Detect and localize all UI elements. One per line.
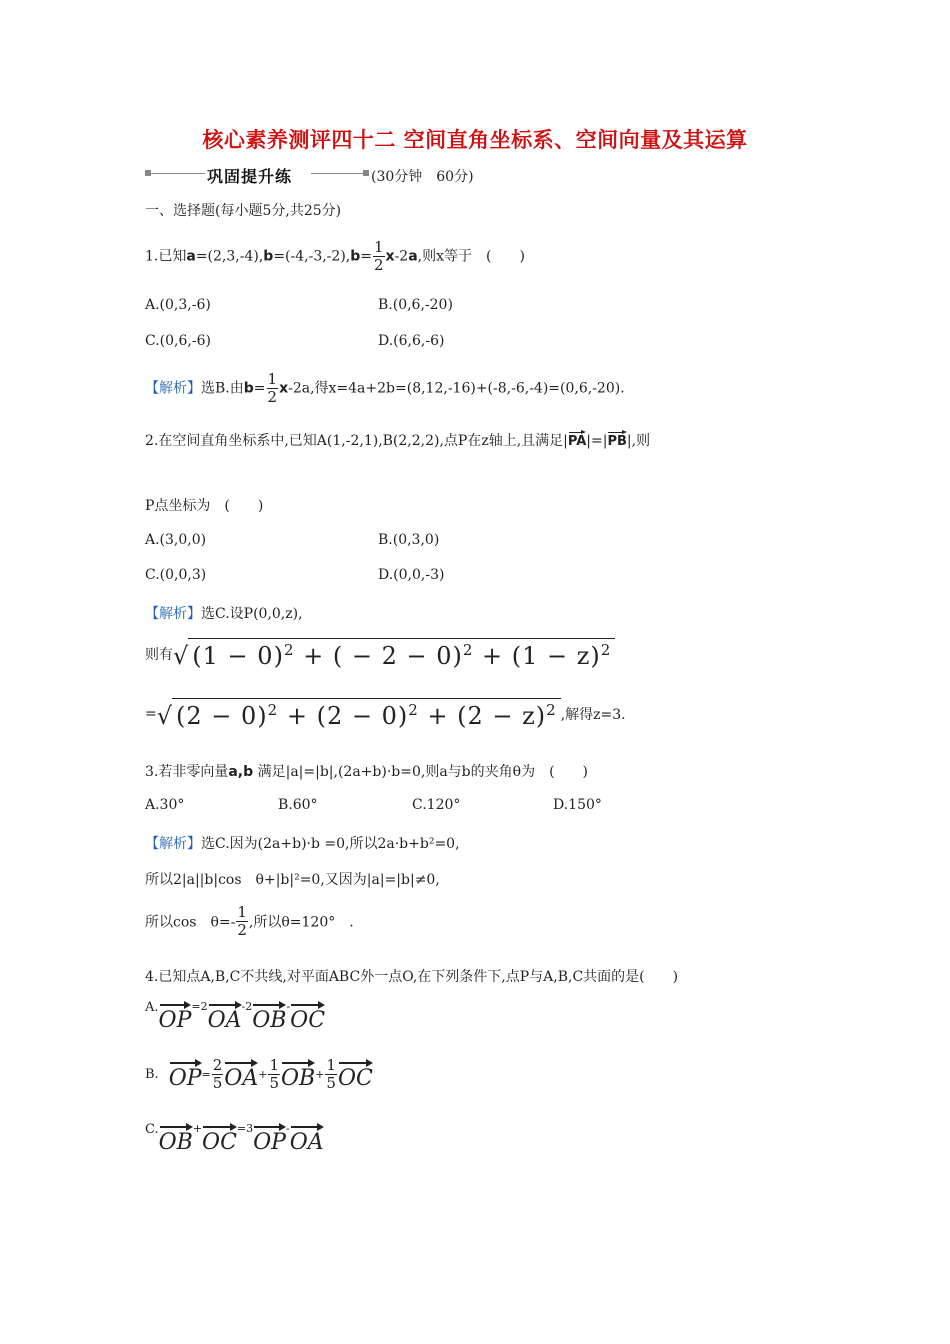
q3-sol-line1: 选C.因为(2a+b)·b =0,所以2a·b+b²=0, [201, 836, 460, 852]
q2-term-6: + (2 − z) [418, 702, 547, 730]
q4-c-eq: = [236, 1122, 247, 1135]
banner-dot-right [363, 170, 369, 176]
q4-b-vec-ob: OB [281, 1058, 315, 1091]
q3-pre: 3.若非零向量 [145, 764, 229, 780]
q4-c-coef: 3 [246, 1122, 254, 1135]
q4-b-label: B. [145, 1067, 159, 1082]
q4-a-vec-oc: OC [290, 1000, 325, 1033]
q1-vec-a: a [186, 248, 196, 265]
q1-frac-num: 1 [374, 238, 384, 256]
q3-solution-1 [145, 833, 460, 853]
q3-sol3-pre: 所以cos θ=- [145, 914, 236, 931]
q1-prefix: 1.已知 [145, 248, 187, 265]
q4-c-vec-op: OP [253, 1122, 286, 1155]
q2-equation-1 [145, 638, 615, 670]
q1-option-b[interactable]: B.(0,6,-20) [378, 297, 453, 313]
q2-tail: |,则 [626, 433, 651, 449]
q1-option-a[interactable]: A.(0,3,-6) [145, 297, 211, 313]
q4-b-frac2 [268, 1058, 280, 1091]
q1-b-value: =(-4,-3,-2), [273, 248, 351, 265]
q1-option-c[interactable]: C.(0,6,-6) [145, 333, 211, 349]
q4-b-vec-oa: OA [224, 1058, 258, 1091]
q2-option-b[interactable]: B.(0,3,0) [378, 532, 440, 548]
q2-option-d[interactable]: D.(0,0,-3) [378, 567, 445, 583]
q2-sq-2: 2 [462, 641, 474, 659]
q2-equation-2 [145, 698, 626, 730]
q1-a-value: =(2,3,-4), [195, 248, 264, 265]
q1-vec-b2: b [350, 248, 361, 265]
q2-vec-pb: PB [607, 430, 626, 449]
q1-sol-vec-b: b [243, 380, 254, 397]
q2-sq-1: 2 [283, 641, 295, 659]
q2-solution [145, 603, 303, 623]
q3-fraction [236, 905, 248, 938]
q1-frac-den: 2 [374, 256, 384, 274]
q3-sol3-post: ,所以θ=120° . [248, 914, 354, 931]
q4-c-vec-ob: OB [159, 1122, 193, 1155]
q4-b-frac3-num: 1 [326, 1056, 336, 1074]
q4-b-frac1-num: 2 [212, 1056, 223, 1074]
q4-a-vec-ob: OB [252, 1000, 286, 1033]
q3-vec-ab: a,b [228, 764, 254, 780]
q4-b-frac2-den: 5 [269, 1074, 279, 1092]
section-heading: 一、选择题(每小题5分,共25分) [145, 203, 342, 219]
q2-vec-pa: PA [568, 430, 586, 449]
question-4: 4.已知点A,B,C不共线,对平面ABC外一点O,在下列条件下,点P与A,B,C共面的是( ) [145, 969, 679, 985]
q4-b-frac2-num: 1 [269, 1056, 279, 1074]
q4-a-label: A. [145, 1000, 159, 1015]
q4-b-vec-op: OP [169, 1058, 202, 1091]
q1-option-d[interactable]: D.(6,6,-6) [378, 333, 445, 349]
q1-vec-a2: a [408, 248, 418, 265]
q1-eq: = [360, 248, 372, 265]
q2-term-1: (1 − 0) [192, 642, 284, 670]
q4-a-minus2: - [286, 1000, 291, 1013]
q3-option-c[interactable]: C.120° [412, 797, 461, 813]
q3-solution-2: 所以2|a||b|cos θ+|b|²=0,又因为|a|=|b|≠0, [145, 872, 440, 888]
q4-b-plus2: + [315, 1068, 325, 1081]
q1-solution-tag: 【解析】 [145, 380, 201, 397]
q4-a-minus1: - [241, 1000, 246, 1013]
q1-sol-frac-den: 2 [267, 388, 278, 406]
q4-a-vec-op: OP [159, 1000, 192, 1033]
q1-minus2: -2 [394, 248, 409, 265]
q4-c-label: C. [145, 1122, 159, 1137]
q2-term-2: + ( − 2 − 0) [294, 642, 463, 670]
question-3 [145, 761, 588, 781]
q2-solution-tag: 【解析】 [145, 606, 201, 622]
sqrt-icon: √ [173, 642, 189, 670]
q4-option-b[interactable] [145, 1058, 373, 1091]
q3-solution-tag: 【解析】 [145, 836, 201, 852]
banner-label: 巩固提升练 [207, 167, 293, 186]
q2-text: 2.在空间直角坐标系中,已知A(1,-2,1),B(2,2,2),点P在z轴上,且满足| [145, 433, 568, 449]
q2-sqrt-2 [157, 698, 561, 730]
q1-sol-eq: = [253, 380, 266, 397]
q4-b-vec-oc: OC [338, 1058, 373, 1091]
q2-then: 则有 [145, 647, 173, 663]
q2-term-5: + (2 − 0) [278, 702, 409, 730]
q4-a-vec-oa: OA [208, 1000, 242, 1033]
q3-option-b[interactable]: B.60° [278, 797, 318, 813]
question-1 [145, 240, 525, 273]
q4-c-vec-oa: OA [290, 1122, 324, 1155]
q4-c-minus: - [285, 1122, 290, 1135]
q3-option-a[interactable]: A.30° [145, 797, 185, 813]
q4-option-c[interactable] [145, 1122, 324, 1155]
q1-sol-rest: -2a,得x=4a+2b=(8,12,-16)+(-8,-6,-4)=(0,6,-20). [288, 380, 625, 397]
q4-b-frac3 [325, 1058, 337, 1091]
q4-b-eq: = [201, 1068, 211, 1081]
q4-c-plus: + [192, 1122, 203, 1135]
banner-line-left [151, 173, 205, 174]
q1-sol-pre: 选B.由 [201, 380, 244, 397]
q2-option-a[interactable]: A.(3,0,0) [145, 532, 207, 548]
q2-mid: |=| [586, 433, 608, 449]
q2-sq-6: 2 [546, 701, 557, 719]
q4-a-coef2: 2 [245, 1000, 253, 1013]
q1-sol-frac-num: 1 [267, 370, 278, 388]
q1-sol-fraction [267, 372, 279, 405]
q3-solution-3 [145, 905, 354, 938]
banner-time: (30分钟 60分) [371, 169, 474, 185]
q4-c-vec-oc: OC [202, 1122, 237, 1155]
q4-b-frac3-den: 5 [326, 1074, 336, 1092]
q4-b-frac1 [212, 1058, 224, 1091]
q1-vec-b: b [263, 248, 274, 265]
q2-line2: P点坐标为 ( ) [145, 498, 264, 514]
q4-a-eq: = [191, 1000, 201, 1013]
q3-frac-den: 2 [237, 921, 247, 939]
q1-tail: ,则x等于 ( ) [417, 248, 525, 265]
q4-a-coef1: 2 [200, 1000, 208, 1013]
banner-line-right [311, 173, 363, 174]
sqrt-icon: √ [156, 702, 173, 730]
q2-sqrt-1 [173, 638, 615, 670]
q2-sq-3: 2 [600, 641, 612, 659]
q1-vec-x: x [385, 248, 395, 265]
q2-term-4: (2 − 0) [176, 702, 268, 730]
q2-radicand-2 [172, 698, 561, 730]
q1-fraction [373, 240, 385, 273]
section-banner [145, 164, 525, 184]
q3-condition: 满足|a|=|b|,(2a+b)·b=0,则a与b的夹角θ为 ( ) [257, 764, 588, 780]
page-title: 核心素养测评四十二 空间直角坐标系、空间向量及其运算 [202, 128, 748, 152]
q2-eq2: = [145, 706, 157, 722]
q3-frac-num: 1 [237, 903, 247, 921]
q2-sol-text: 选C.设P(0,0,z), [201, 606, 303, 622]
q2-radicand-1 [188, 638, 615, 670]
q2-result: ,解得z=3. [560, 707, 626, 723]
q4-b-plus1: + [258, 1068, 268, 1081]
question-2 [145, 430, 650, 450]
q4-option-a[interactable] [145, 1000, 325, 1033]
q2-sq-4: 2 [267, 701, 279, 719]
q2-option-c[interactable]: C.(0,0,3) [145, 567, 207, 583]
q2-term-3: + (1 − z) [473, 642, 601, 670]
q1-sol-vec-x: x [279, 380, 289, 397]
q1-solution [145, 372, 625, 405]
q2-sq-5: 2 [408, 701, 419, 719]
q4-b-frac1-den: 5 [212, 1074, 223, 1092]
q3-option-d[interactable]: D.150° [553, 797, 602, 813]
